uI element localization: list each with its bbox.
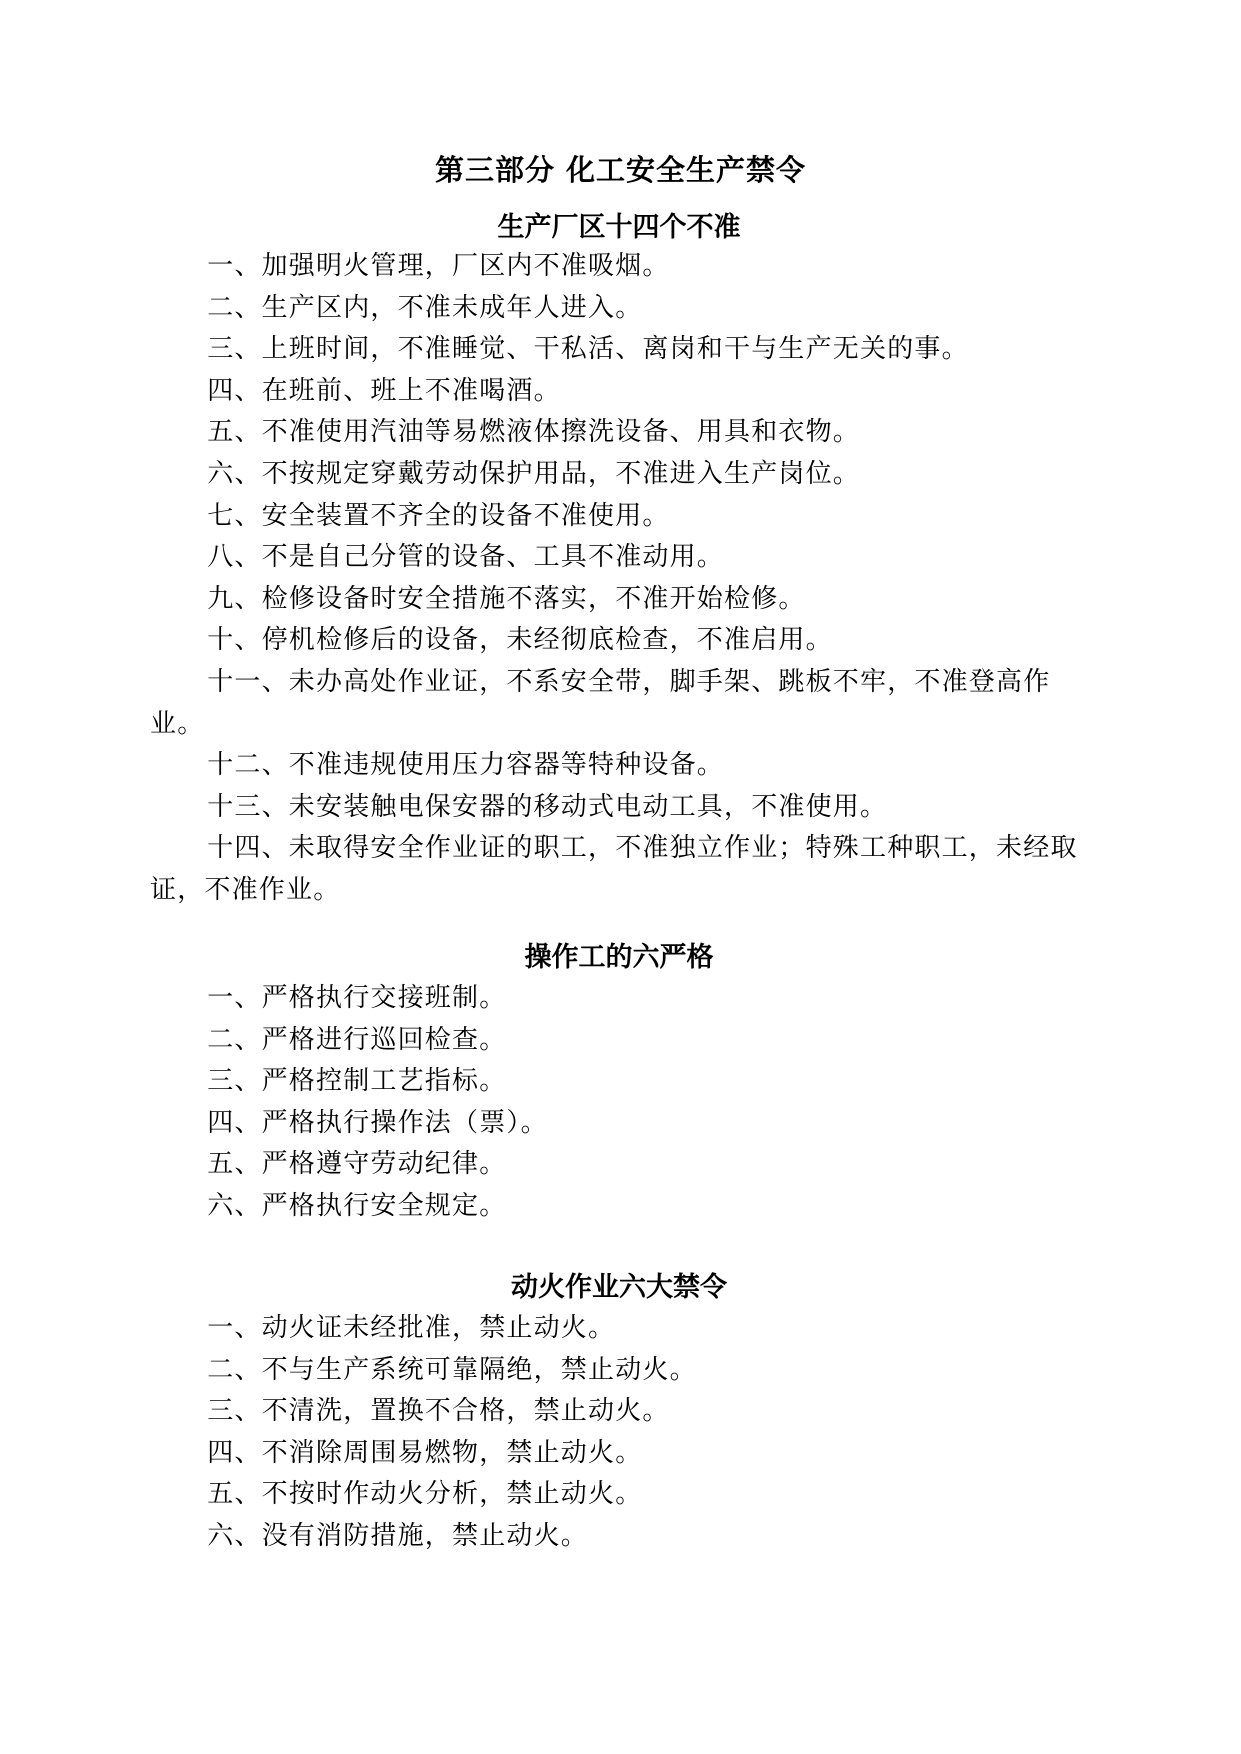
section-heading-fourteen-prohibitions: 生产厂区十四个不准 [497,212,741,243]
list-item: 九、检修设备时安全措施不落实，不准开始检修。 [207,583,806,614]
list-item: 十四、未取得安全作业证的职工，不准独立作业；特殊工种职工，未经取证，不准作业。 [150,833,1078,905]
list-item: 二、生产区内，不准未成年人进入。 [207,292,643,323]
list-item: 三、不清洗，置换不合格，禁止动火。 [207,1396,670,1427]
list-item: 六、严格执行安全规定。 [207,1190,507,1221]
section-heading-hot-work-prohibitions: 动火作业六大禁令 [511,1272,727,1303]
list-item: 二、严格进行巡回检查。 [207,1024,507,1055]
section-list-hot-work-prohibitions [150,1308,1088,1558]
list-item: 五、不按时作动火分析，禁止动火。 [207,1479,643,1510]
list-item: 十、停机检修后的设备，未经彻底检查，不准启用。 [207,625,833,656]
document-title: 第三部分 化工安全生产禁令 [434,153,807,187]
list-item: 五、严格遵守劳动纪律。 [207,1149,507,1180]
list-item: 一、动火证未经批准，禁止动火。 [207,1313,616,1343]
list-item: 六、没有消防措施，禁止动火。 [207,1520,588,1551]
list-item: 四、不消除周围易燃物，禁止动火。 [207,1437,643,1468]
section-list-six-strict-rules [150,978,1088,1228]
list-item: 十二、不准违规使用压力容器等特种设备。 [207,750,724,781]
list-item: 六、不按规定穿戴劳动保护用品，不准进入生产岗位。 [207,458,860,489]
list-item: 三、严格控制工艺指标。 [207,1066,507,1097]
list-item: 五、不准使用汽油等易燃液体擦洗设备、用具和衣物。 [207,417,860,448]
list-item: 二、不与生产系统可靠隔绝，禁止动火。 [207,1354,697,1385]
list-item: 一、加强明火管理，厂区内不准吸烟。 [207,251,670,281]
list-item: 四、在班前、班上不准喝酒。 [207,375,561,406]
list-item: 十一、未办高处作业证，不系安全带，脚手架、跳板不牢，不准登高作业。 [150,666,1051,739]
list-item: 八、不是自己分管的设备、工具不准动用。 [207,542,724,573]
list-item: 七、安全装置不齐全的设备不准使用。 [207,500,670,531]
list-item: 四、严格执行操作法（票）。 [207,1107,548,1138]
list-item: 十三、未安装触电保安器的移动式电动工具，不准使用。 [207,791,888,822]
section-list-fourteen-prohibitions [150,246,1088,912]
list-item: 三、上班时间，不准睡觉、干私活、离岗和干与生产无关的事。 [207,334,969,365]
list-item: 一、严格执行交接班制。 [207,983,507,1013]
section-heading-six-strict-rules: 操作工的六严格 [524,942,714,973]
